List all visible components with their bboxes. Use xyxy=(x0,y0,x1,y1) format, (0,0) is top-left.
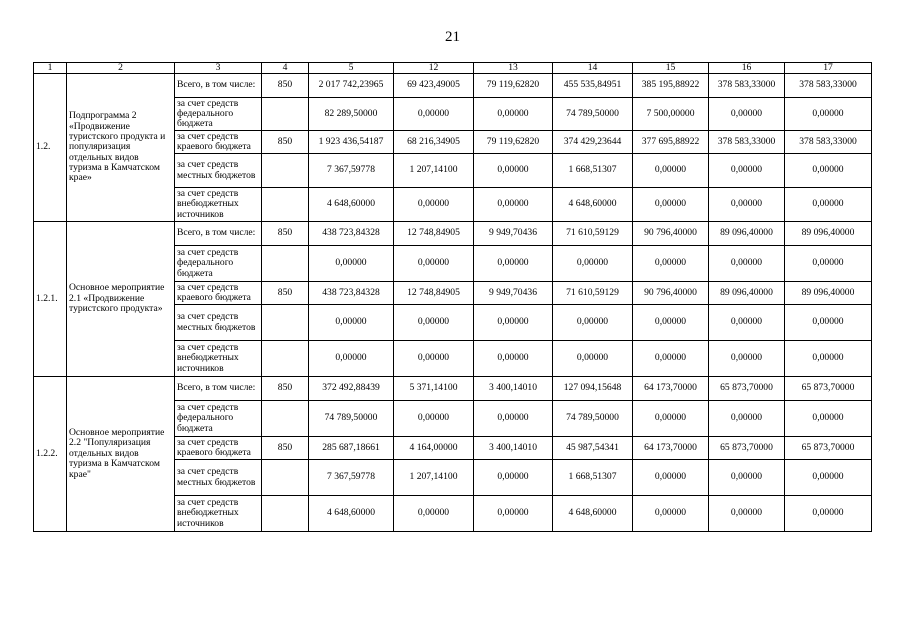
header-cell: 12 xyxy=(394,63,474,74)
admin-code xyxy=(262,188,309,222)
item-name: Подпрограмма 2 «Продвижение туристского продукта и популяризация отдельных видов туризма в Камчатском крае» xyxy=(67,74,175,222)
amount-cell: 0,00000 xyxy=(633,246,709,282)
amount-cell: 0,00000 xyxy=(474,246,553,282)
funding-source: за счет средств федерального бюджета xyxy=(175,98,262,131)
amount-cell: 0,00000 xyxy=(394,98,474,131)
header-cell: 14 xyxy=(553,63,633,74)
amount-cell: 378 583,33000 xyxy=(709,131,785,154)
amount-cell: 374 429,23644 xyxy=(553,131,633,154)
admin-code: 850 xyxy=(262,377,309,401)
funding-source: за счет средств краевого бюджета xyxy=(175,131,262,154)
funding-source: за счет средств внебюджетных источников xyxy=(175,341,262,377)
amount-cell: 3 400,14010 xyxy=(474,437,553,460)
amount-cell: 7 367,59778 xyxy=(309,154,394,188)
amount-cell: 0,00000 xyxy=(709,188,785,222)
amount-cell: 65 873,70000 xyxy=(785,437,872,460)
amount-cell: 0,00000 xyxy=(785,154,872,188)
amount-cell: 0,00000 xyxy=(553,305,633,341)
amount-cell: 89 096,40000 xyxy=(785,282,872,305)
amount-cell: 74 789,50000 xyxy=(309,401,394,437)
budget-table xyxy=(33,62,872,532)
amount-cell: 68 216,34905 xyxy=(394,131,474,154)
item-code: 1.2.1. xyxy=(34,222,67,377)
amount-cell: 0,00000 xyxy=(785,341,872,377)
amount-cell: 455 535,84951 xyxy=(553,74,633,98)
funding-source: за счет средств федерального бюджета xyxy=(175,246,262,282)
amount-cell: 64 173,70000 xyxy=(633,377,709,401)
amount-cell: 0,00000 xyxy=(785,98,872,131)
admin-code: 850 xyxy=(262,437,309,460)
amount-cell: 2 017 742,23965 xyxy=(309,74,394,98)
amount-cell: 90 796,40000 xyxy=(633,222,709,246)
amount-cell: 0,00000 xyxy=(474,305,553,341)
header-cell: 4 xyxy=(262,63,309,74)
amount-cell: 90 796,40000 xyxy=(633,282,709,305)
amount-cell: 0,00000 xyxy=(633,305,709,341)
amount-cell: 0,00000 xyxy=(309,305,394,341)
admin-code xyxy=(262,246,309,282)
amount-cell: 0,00000 xyxy=(785,188,872,222)
amount-cell: 0,00000 xyxy=(633,154,709,188)
amount-cell: 0,00000 xyxy=(633,460,709,496)
funding-source: за счет средств местных бюджетов xyxy=(175,154,262,188)
amount-cell: 7 500,00000 xyxy=(633,98,709,131)
amount-cell: 0,00000 xyxy=(633,341,709,377)
amount-cell: 89 096,40000 xyxy=(709,282,785,305)
amount-cell: 0,00000 xyxy=(553,246,633,282)
amount-cell: 0,00000 xyxy=(474,188,553,222)
admin-code xyxy=(262,305,309,341)
amount-cell: 0,00000 xyxy=(709,246,785,282)
amount-cell: 0,00000 xyxy=(785,496,872,532)
funding-source: за счет средств краевого бюджета xyxy=(175,437,262,460)
amount-cell: 1 207,14100 xyxy=(394,154,474,188)
amount-cell: 0,00000 xyxy=(553,341,633,377)
admin-code: 850 xyxy=(262,282,309,305)
admin-code xyxy=(262,154,309,188)
amount-cell: 0,00000 xyxy=(309,341,394,377)
amount-cell: 0,00000 xyxy=(394,341,474,377)
amount-cell: 372 492,88439 xyxy=(309,377,394,401)
amount-cell: 0,00000 xyxy=(709,401,785,437)
amount-cell: 0,00000 xyxy=(709,460,785,496)
amount-cell: 4 648,60000 xyxy=(553,496,633,532)
header-cell: 13 xyxy=(474,63,553,74)
amount-cell: 82 289,50000 xyxy=(309,98,394,131)
amount-cell: 285 687,18661 xyxy=(309,437,394,460)
amount-cell: 5 371,14100 xyxy=(394,377,474,401)
amount-cell: 378 583,33000 xyxy=(785,131,872,154)
amount-cell: 12 748,84905 xyxy=(394,282,474,305)
item-name: Основное мероприятие 2.2 "Популяризация отдельных видов туризма в Камчатском крае" xyxy=(67,377,175,532)
amount-cell: 74 789,50000 xyxy=(553,98,633,131)
funding-source: Всего, в том числе: xyxy=(175,74,262,98)
amount-cell: 0,00000 xyxy=(309,246,394,282)
amount-cell: 0,00000 xyxy=(394,496,474,532)
amount-cell: 74 789,50000 xyxy=(553,401,633,437)
amount-cell: 65 873,70000 xyxy=(785,377,872,401)
amount-cell: 438 723,84328 xyxy=(309,222,394,246)
header-cell: 16 xyxy=(709,63,785,74)
amount-cell: 0,00000 xyxy=(709,341,785,377)
item-code: 1.2. xyxy=(34,74,67,222)
amount-cell: 438 723,84328 xyxy=(309,282,394,305)
amount-cell: 0,00000 xyxy=(394,188,474,222)
amount-cell: 12 748,84905 xyxy=(394,222,474,246)
header-cell: 15 xyxy=(633,63,709,74)
header-cell: 3 xyxy=(175,63,262,74)
amount-cell: 65 873,70000 xyxy=(709,377,785,401)
admin-code: 850 xyxy=(262,74,309,98)
amount-cell: 79 119,62820 xyxy=(474,74,553,98)
amount-cell: 0,00000 xyxy=(394,305,474,341)
amount-cell: 377 695,88922 xyxy=(633,131,709,154)
amount-cell: 378 583,33000 xyxy=(709,74,785,98)
admin-code: 850 xyxy=(262,131,309,154)
admin-code xyxy=(262,341,309,377)
amount-cell: 0,00000 xyxy=(785,460,872,496)
amount-cell: 0,00000 xyxy=(709,98,785,131)
amount-cell: 0,00000 xyxy=(709,154,785,188)
header-cell: 5 xyxy=(309,63,394,74)
amount-cell: 65 873,70000 xyxy=(709,437,785,460)
header-row xyxy=(34,63,872,74)
amount-cell: 71 610,59129 xyxy=(553,222,633,246)
table-row xyxy=(34,222,872,246)
amount-cell: 0,00000 xyxy=(474,401,553,437)
amount-cell: 0,00000 xyxy=(474,98,553,131)
amount-cell: 1 668,51307 xyxy=(553,154,633,188)
amount-cell: 0,00000 xyxy=(785,305,872,341)
amount-cell: 0,00000 xyxy=(785,401,872,437)
amount-cell: 79 119,62820 xyxy=(474,131,553,154)
header-cell: 2 xyxy=(67,63,175,74)
amount-cell: 3 400,14010 xyxy=(474,377,553,401)
funding-source: Всего, в том числе: xyxy=(175,222,262,246)
amount-cell: 4 164,00000 xyxy=(394,437,474,460)
amount-cell: 0,00000 xyxy=(709,305,785,341)
amount-cell: 0,00000 xyxy=(785,246,872,282)
amount-cell: 45 987,54341 xyxy=(553,437,633,460)
amount-cell: 4 648,60000 xyxy=(553,188,633,222)
amount-cell: 0,00000 xyxy=(474,496,553,532)
amount-cell: 385 195,88922 xyxy=(633,74,709,98)
amount-cell: 0,00000 xyxy=(633,401,709,437)
amount-cell: 378 583,33000 xyxy=(785,74,872,98)
amount-cell: 4 648,60000 xyxy=(309,188,394,222)
amount-cell: 0,00000 xyxy=(394,401,474,437)
funding-source: за счет средств краевого бюджета xyxy=(175,282,262,305)
page-number: 21 xyxy=(445,29,460,45)
funding-source: за счет средств внебюджетных источников xyxy=(175,496,262,532)
funding-source: за счет средств внебюджетных источников xyxy=(175,188,262,222)
amount-cell: 0,00000 xyxy=(394,246,474,282)
amount-cell: 0,00000 xyxy=(709,496,785,532)
admin-code xyxy=(262,98,309,131)
amount-cell: 71 610,59129 xyxy=(553,282,633,305)
amount-cell: 89 096,40000 xyxy=(709,222,785,246)
amount-cell: 0,00000 xyxy=(633,496,709,532)
admin-code xyxy=(262,460,309,496)
amount-cell: 9 949,70436 xyxy=(474,282,553,305)
amount-cell: 0,00000 xyxy=(633,188,709,222)
table-row xyxy=(34,377,872,401)
header-cell: 17 xyxy=(785,63,872,74)
amount-cell: 69 423,49005 xyxy=(394,74,474,98)
amount-cell: 7 367,59778 xyxy=(309,460,394,496)
admin-code xyxy=(262,401,309,437)
table-body xyxy=(34,63,872,532)
admin-code: 850 xyxy=(262,222,309,246)
amount-cell: 0,00000 xyxy=(474,154,553,188)
funding-source: за счет средств местных бюджетов xyxy=(175,460,262,496)
amount-cell: 4 648,60000 xyxy=(309,496,394,532)
amount-cell: 0,00000 xyxy=(474,341,553,377)
funding-source: Всего, в том числе: xyxy=(175,377,262,401)
item-name: Основное мероприятие 2.1 «Продвижение туристского продукта» xyxy=(67,222,175,377)
funding-source: за счет средств местных бюджетов xyxy=(175,305,262,341)
item-code: 1.2.2. xyxy=(34,377,67,532)
amount-cell: 1 668,51307 xyxy=(553,460,633,496)
amount-cell: 64 173,70000 xyxy=(633,437,709,460)
amount-cell: 1 923 436,54187 xyxy=(309,131,394,154)
amount-cell: 9 949,70436 xyxy=(474,222,553,246)
amount-cell: 89 096,40000 xyxy=(785,222,872,246)
header-cell: 1 xyxy=(34,63,67,74)
funding-source: за счет средств федерального бюджета xyxy=(175,401,262,437)
amount-cell: 0,00000 xyxy=(474,460,553,496)
admin-code xyxy=(262,496,309,532)
amount-cell: 1 207,14100 xyxy=(394,460,474,496)
amount-cell: 127 094,15648 xyxy=(553,377,633,401)
table-row xyxy=(34,74,872,98)
